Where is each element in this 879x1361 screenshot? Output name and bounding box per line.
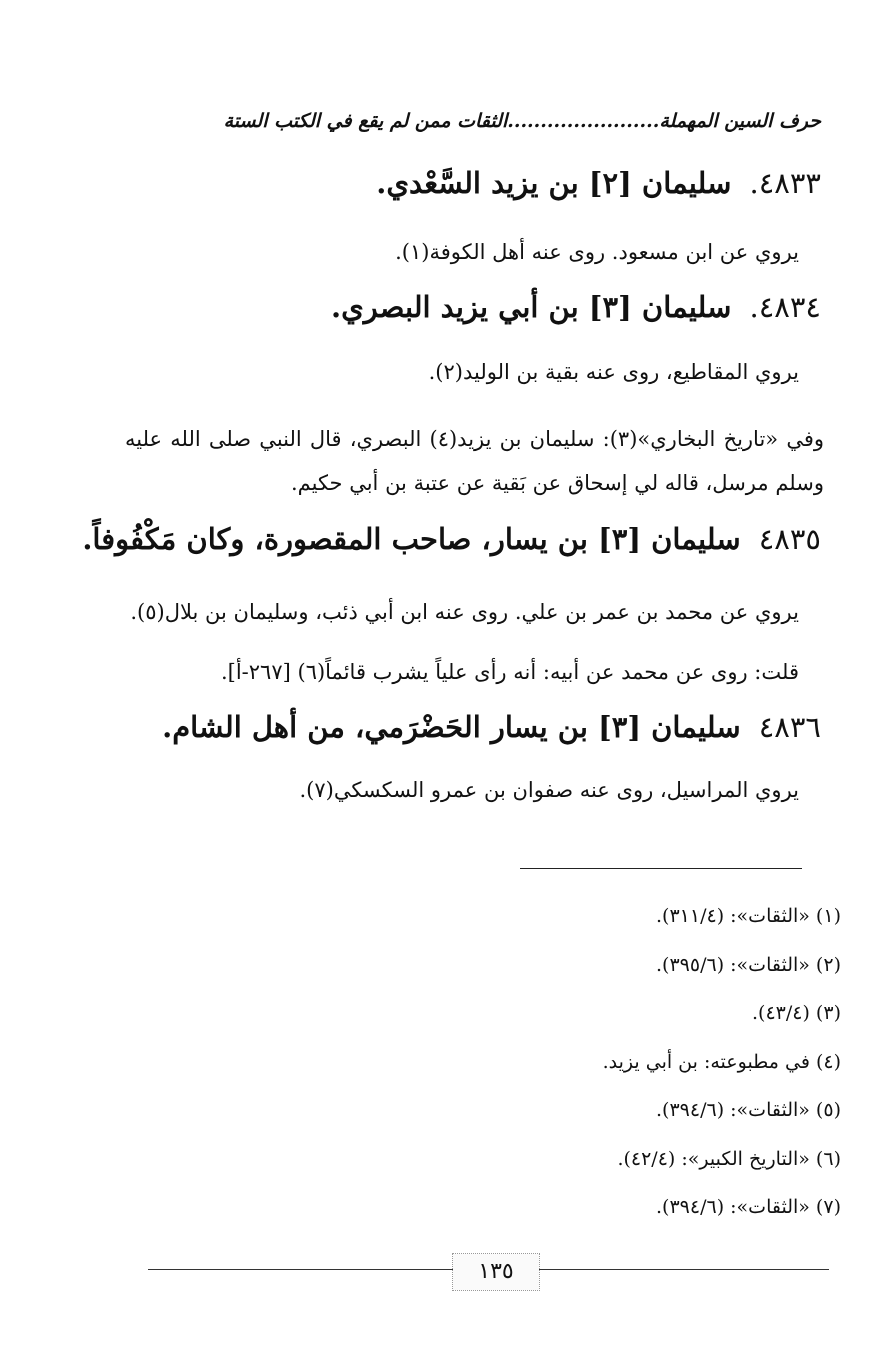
entry-number: ٤٨٣٣. [749,166,821,200]
entry-heading [140,166,821,200]
footnote: (٦) «التاريخ الكبير»: (٤٢/٤). [617,1147,841,1170]
entry-paragraph: يروي عن محمد بن عمر بن علي. روى عنه ابن أبي ذئب، وسليمان بن بلال(٥). [130,600,799,624]
running-header: حرف السين المهملة.......................الثقات ممن لم يقع في الكتب الستة [223,110,821,132]
footnote: (٢) «الثقات»: (٣٩٥/٦). [656,953,841,976]
entry-title: سليمان [٣] بن أبي يزيد البصري. [331,290,732,324]
entry-title: سليمان [٣] بن يسار الحَضْرَمي، من أهل الشام. [162,710,741,744]
entry-title: سليمان [٣] بن يسار، صاحب المقصورة، وكان مَكْفُوفاً. [82,522,741,556]
entry-title: سليمان [٢] بن يزيد السَّعْدي. [376,166,732,200]
footnote: (٤) في مطبوعته: بن أبي يزيد. [602,1050,841,1073]
entry-heading [140,290,821,324]
footnote-separator [520,868,802,869]
entry-paragraph: يروي المراسيل، روى عنه صفوان بن عمرو السكسكي(٧). [299,778,799,802]
footnote: (٥) «الثقات»: (٣٩٤/٦). [656,1099,841,1121]
entry-number: ٤٨٣٦ [758,710,821,744]
entry-paragraph: يروي المقاطيع، روى عنه بقية بن الوليد(٢). [428,360,799,384]
page-number: ١٣٥ [453,1254,539,1290]
footnote: (٧) «الثقات»: (٣٩٤/٦). [656,1196,841,1218]
entry-paragraph: يروي عن ابن مسعود. روى عنه أهل الكوفة(١). [395,240,799,264]
footer-rule-left [148,1269,453,1270]
footnote: (١) «الثقات»: (٣١١/٤). [656,905,841,927]
entry-heading [140,710,821,744]
entry-paragraph: قلت: روى عن محمد عن أبيه: أنه رأى علياً يشرب قائماً(٦) [٢٦٧-أ]. [220,660,799,684]
footnotes-list [400,898,841,1238]
entry-number: ٤٨٣٥ [758,522,821,556]
entry-heading [82,522,821,556]
entry-number: ٤٨٣٤. [749,290,821,324]
footnote: (٣) (٤٣/٤). [752,1002,841,1024]
entry-paragraph: وفي «تاريخ البخاري»(٣): سليمان بن يزيد(٤) البصري، قال النبي صلى الله عليه وسلم مرسل، قاله لي إسحاق عن بَقية عن عتبة بن أبي حكيم. [125,427,824,495]
footer-rule-right [539,1269,829,1270]
